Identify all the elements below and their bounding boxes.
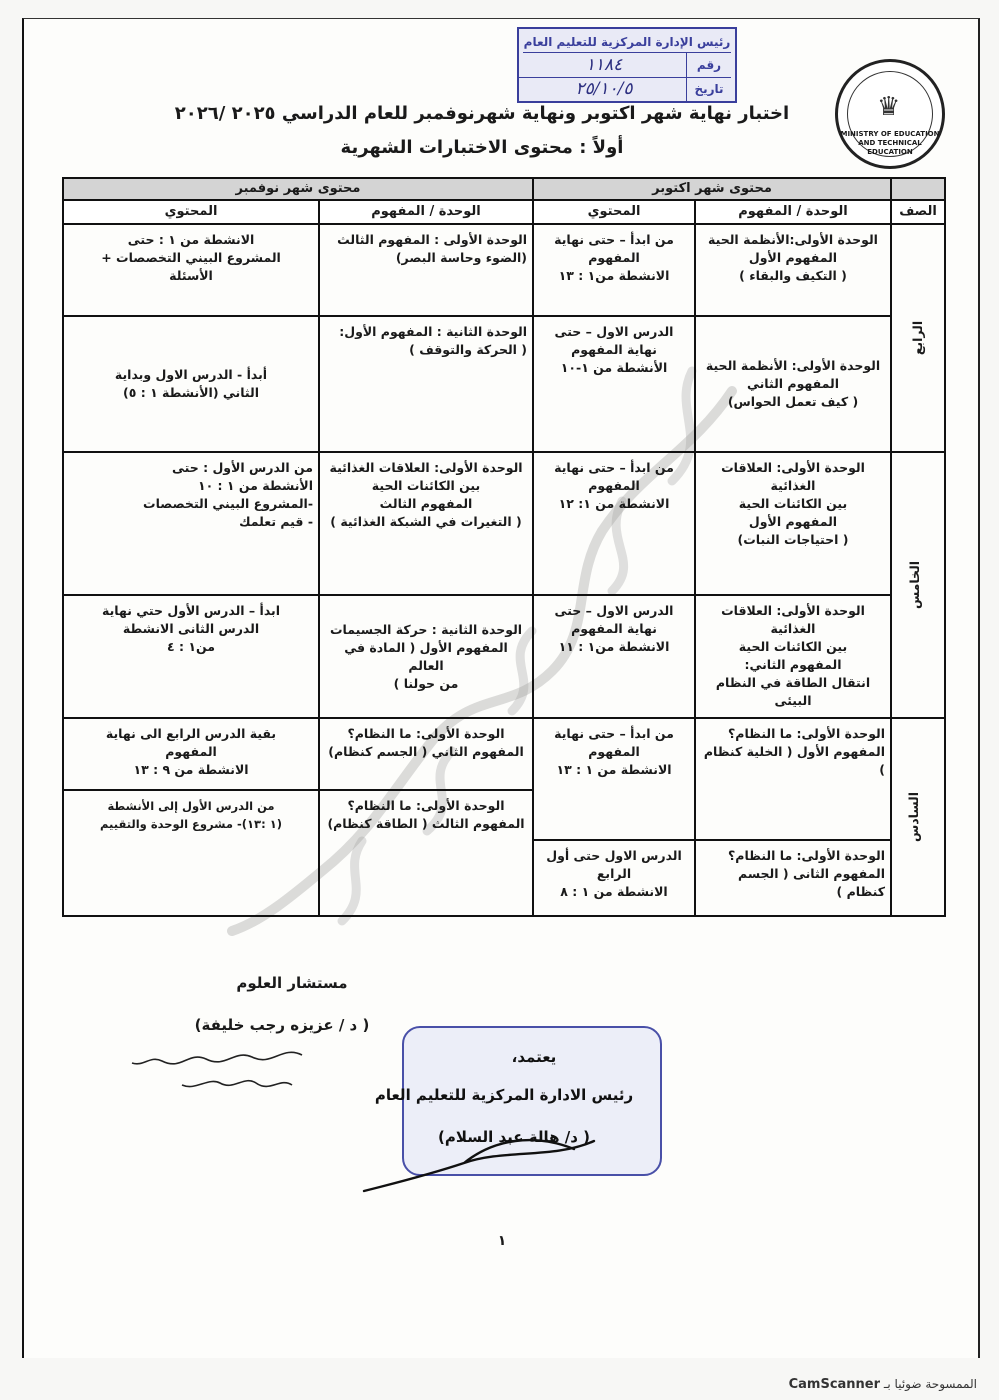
approval-line-1: يعتمد، (511, 1048, 557, 1066)
grade-column-header: الصف (891, 200, 945, 224)
table-row (63, 316, 945, 452)
oct-unit-cell: الوحدة الأولى:الأنظمة الحية المفهوم الأول ( التكيف والبقاء ) (695, 224, 891, 316)
exam-content-table (62, 177, 946, 917)
oct-content-cell: من ابدأ – حتى نهاية المفهوم الانشطة من١ : ١٣ (533, 224, 695, 316)
nov-unit-cell: الوحدة الأولى: العلاقات الغذائية بين الكائنات الحية المفهوم الثالث ( التغيرات في الشبكة الغذائية ) (319, 452, 533, 595)
grade-cell-sixth: السادس (891, 718, 945, 916)
scanner-footer (789, 1377, 977, 1392)
month-header-row (63, 178, 945, 200)
document-subtitle: أولاً : محتوى الاختبارات الشهرية (340, 137, 624, 158)
table-row (63, 718, 945, 790)
eagle-icon: ♛ (877, 92, 901, 122)
registry-date-label: تاريخ (686, 77, 731, 101)
november-header: محتوى شهر نوفمبر (63, 178, 533, 200)
nov-content-cell: ابدأ – الدرس الأول حتي نهاية الدرس الثانى الانشطة من١ : ٤ (63, 595, 319, 718)
nov-content-cell: من الدرس الأول : حتى الأنشطة من ١ : ١٠ -المشروع البيني التخصصات - قيم تعلمك (63, 452, 319, 595)
oct-unit-cell: الوحدة الأولى: الأنظمة الحية المفهوم الثاني ( كيف تعمل الحواس) (695, 316, 891, 452)
oct-content-cell: من ابدأ – حتى نهاية المفهوم الانشطة من ١: ١٢ (533, 452, 695, 595)
registry-date-row (519, 77, 731, 101)
ministry-seal (835, 59, 945, 169)
advisor-signature (122, 1043, 322, 1103)
oct-unit-cell: الوحدة الأولى: العلاقات الغذائية بين الكائنات الحية المفهوم الثاني: انتقال الطاقة في النظام البيئى (695, 595, 891, 718)
registry-number-label: رقم (686, 53, 731, 77)
table-row (63, 595, 945, 718)
october-header: محتوى شهر اكتوبر (533, 178, 891, 200)
oct-content-column-header: المحتوي (533, 200, 695, 224)
nov-content-cell: الانشطة من ١ : حتى المشروع البيني التخصصات + الأسئلة (63, 224, 319, 316)
column-header-row (63, 200, 945, 224)
oct-content-cell: من ابدأ – حتى نهاية المفهوم الانشطة من ١ : ١٣ (533, 718, 695, 840)
nov-unit-column-header: الوحدة / المفهوم (319, 200, 533, 224)
oct-content-cell: الدرس الاول – حتى نهاية المفهوم الأنشطة من ١-١٠ (533, 316, 695, 452)
registry-number-row (519, 53, 731, 78)
grade-cell-fourth: الرابع (891, 224, 945, 452)
oct-content-cell: الدرس الاول – حتى نهاية المفهوم الانشطة من١ : ١١ (533, 595, 695, 718)
page-number: ١ (497, 1233, 507, 1249)
oct-unit-cell: الوحدة الأولى: ما النظام؟ المفهوم الثانى ( الجسم كنظام ) (695, 840, 891, 916)
document-title: اختبار نهاية شهر اكتوبر ونهاية شهرنوفمبر للعام الدراسي ٢٠٢٥ /٢٠٢٦ (174, 103, 790, 124)
nov-content-cell: من الدرس الأول إلى الأنشطة (١ :١٣)- مشروع الوحدة والتقييم (63, 790, 319, 916)
approval-signature (344, 1119, 604, 1199)
advisor-name: ( د / عزيزه رجب خليفة) (194, 1016, 370, 1034)
nov-content-cell: بقية الدرس الرابع الى نهاية المفهوم الانشطة من ٩ : ١٣ (63, 718, 319, 790)
approval-line-3: ( د/ هالة عبد السلام) (438, 1128, 590, 1146)
oct-unit-column-header: الوحدة / المفهوم (695, 200, 891, 224)
approval-line-2: رئيس الادارة المركزية للتعليم العام (374, 1086, 634, 1104)
nov-unit-cell: الوحدة الثانية : حركة الجسيمات المفهوم الأول ( المادة في العالم من حولنا ) (319, 595, 533, 718)
registry-stamp-title: رئيس الإدارة المركزية للتعليم العام (523, 32, 731, 53)
document-page (22, 18, 980, 1358)
oct-content-cell: الدرس الاول حتى أول الرابع الانشطة من ١ : ٨ (533, 840, 695, 916)
grade-blank-header (891, 178, 945, 200)
registry-number-value: ١١٨٤ (585, 55, 623, 75)
registry-stamp (517, 27, 737, 103)
table-row (63, 224, 945, 316)
grade-cell-fifth: الخامس (891, 452, 945, 718)
nov-unit-cell: الوحدة الثانية : المفهوم الأول: ( الحركة والتوقف ) (319, 316, 533, 452)
seal-text: MINISTRY OF EDUCATION AND TECHNICAL EDUCATION (840, 130, 940, 156)
nov-content-cell: أبدأ - الدرس الاول وبداية الثاني (الأنشطة ١ : ٥) (63, 316, 319, 452)
advisor-title: مستشار العلوم (236, 974, 348, 992)
oct-unit-cell: الوحدة الأولى: ما النظام؟ المفهوم الأول ( الخلية كنظام ) (695, 718, 891, 840)
nov-content-column-header: المحتوي (63, 200, 319, 224)
nov-unit-cell: الوحدة الأولى: ما النظام؟ المفهوم الثاني ( الجسم كنظام) (319, 718, 533, 790)
table-row (63, 452, 945, 595)
nov-unit-cell: الوحدة الأولى : المفهوم الثالث (الضوء وحاسة البصر) (319, 224, 533, 316)
scanner-brand: CamScanner (788, 1377, 881, 1392)
registry-date-value: ٢٥/١٠/٥ (575, 79, 633, 99)
oct-unit-cell: الوحدة الأولى: العلاقات الغذائية بين الكائنات الحية المفهوم الأول ( احتياجات النبات) (695, 452, 891, 595)
scanner-prefix: الممسوحة ضوئيا بـ (883, 1377, 977, 1391)
nov-unit-cell: الوحدة الأولى: ما النظام؟ المفهوم الثالث ( الطاقة كنظام) (319, 790, 533, 916)
